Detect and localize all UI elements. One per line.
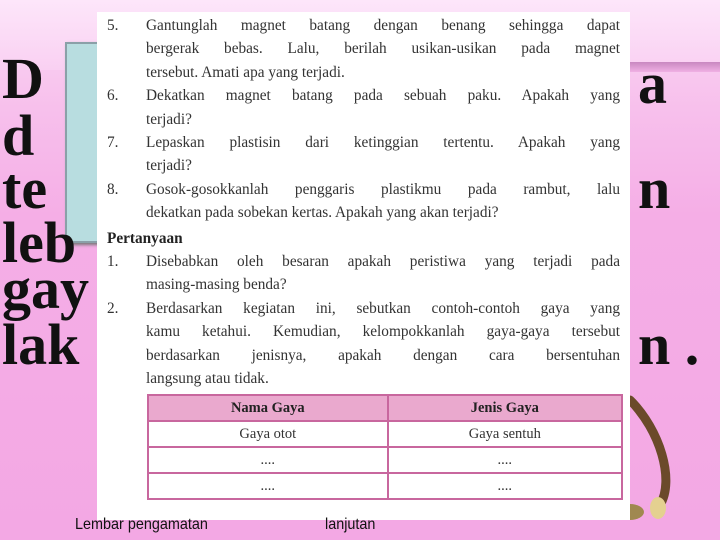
- bg-text: te: [2, 156, 48, 221]
- table-cell: ....: [148, 473, 388, 499]
- item-text-line: terjadi?: [146, 110, 192, 128]
- item-text-line: Disebabkan oleh besaran apakah peristiwa yang terjadi pada: [146, 253, 620, 270]
- table-header: Jenis Gaya: [388, 395, 622, 421]
- bg-text: leb: [2, 210, 77, 275]
- item-text-line: Berdasarkan kegiatan ini, sebutkan contoh-contoh gaya yang: [146, 299, 620, 317]
- caption-left: Lembar pengamatan: [75, 516, 208, 533]
- item-text-line: berdasarkan jenisnya, apakah dengan cara bersentuhan: [146, 346, 620, 364]
- item-number: 7.: [107, 134, 119, 151]
- table-row: [148, 421, 622, 447]
- bg-text: lak: [2, 312, 80, 377]
- table-row: [148, 447, 622, 473]
- item-number: 1.: [107, 253, 119, 270]
- table-cell: ....: [148, 447, 388, 473]
- item-text-line: bergerak bebas. Lalu, berilah usikan-usikan pada magnet: [146, 40, 620, 58]
- force-table: [147, 394, 623, 500]
- bg-text: D: [2, 46, 44, 111]
- item-text-line: dekatkan pada sobekan kertas. Apakah yang akan terjadi?: [146, 204, 499, 222]
- worksheet-image: [97, 12, 630, 520]
- table-cell: Gaya otot: [148, 421, 388, 447]
- bg-text: a: [638, 51, 667, 116]
- item-text-line: Lepaskan plastisin dari ketinggian tertentu. Apakah yang: [146, 134, 620, 151]
- item-text-line: kamu ketahui. Kemudian, kelompokkanlah gaya-gaya tersebut: [146, 323, 620, 341]
- section-title: Pertanyaan: [107, 229, 183, 247]
- bg-text: n .: [638, 312, 700, 377]
- bg-text: d: [2, 103, 35, 168]
- table-header: Nama Gaya: [148, 395, 388, 421]
- caption-right: lanjutan: [325, 516, 376, 533]
- item-number: 8.: [107, 180, 119, 198]
- table-cell: ....: [388, 473, 622, 499]
- item-text-line: langsung atau tidak.: [146, 370, 269, 387]
- item-text-line: Gosok-gosokkanlah penggaris plastikmu pada rambut, lalu: [146, 180, 620, 198]
- item-number: 6.: [107, 87, 119, 105]
- item-text-line: Dekatkan magnet batang pada sebuah paku. Apakah yang: [146, 87, 620, 105]
- item-text-line: masing-masing benda?: [146, 276, 287, 294]
- table-row: [148, 473, 622, 499]
- bg-text: n: [638, 156, 671, 221]
- item-number: 5.: [107, 17, 119, 34]
- table-cell: ....: [388, 447, 622, 473]
- item-number: 2.: [107, 299, 119, 317]
- item-text-line: Gantunglah magnet batang dengan benang sehingga dapat: [146, 17, 620, 34]
- item-text-line: tersebut. Amati apa yang terjadi.: [146, 63, 345, 81]
- bg-text: gay: [2, 256, 89, 321]
- item-text-line: terjadi?: [146, 157, 192, 175]
- table-cell: Gaya sentuh: [388, 421, 622, 447]
